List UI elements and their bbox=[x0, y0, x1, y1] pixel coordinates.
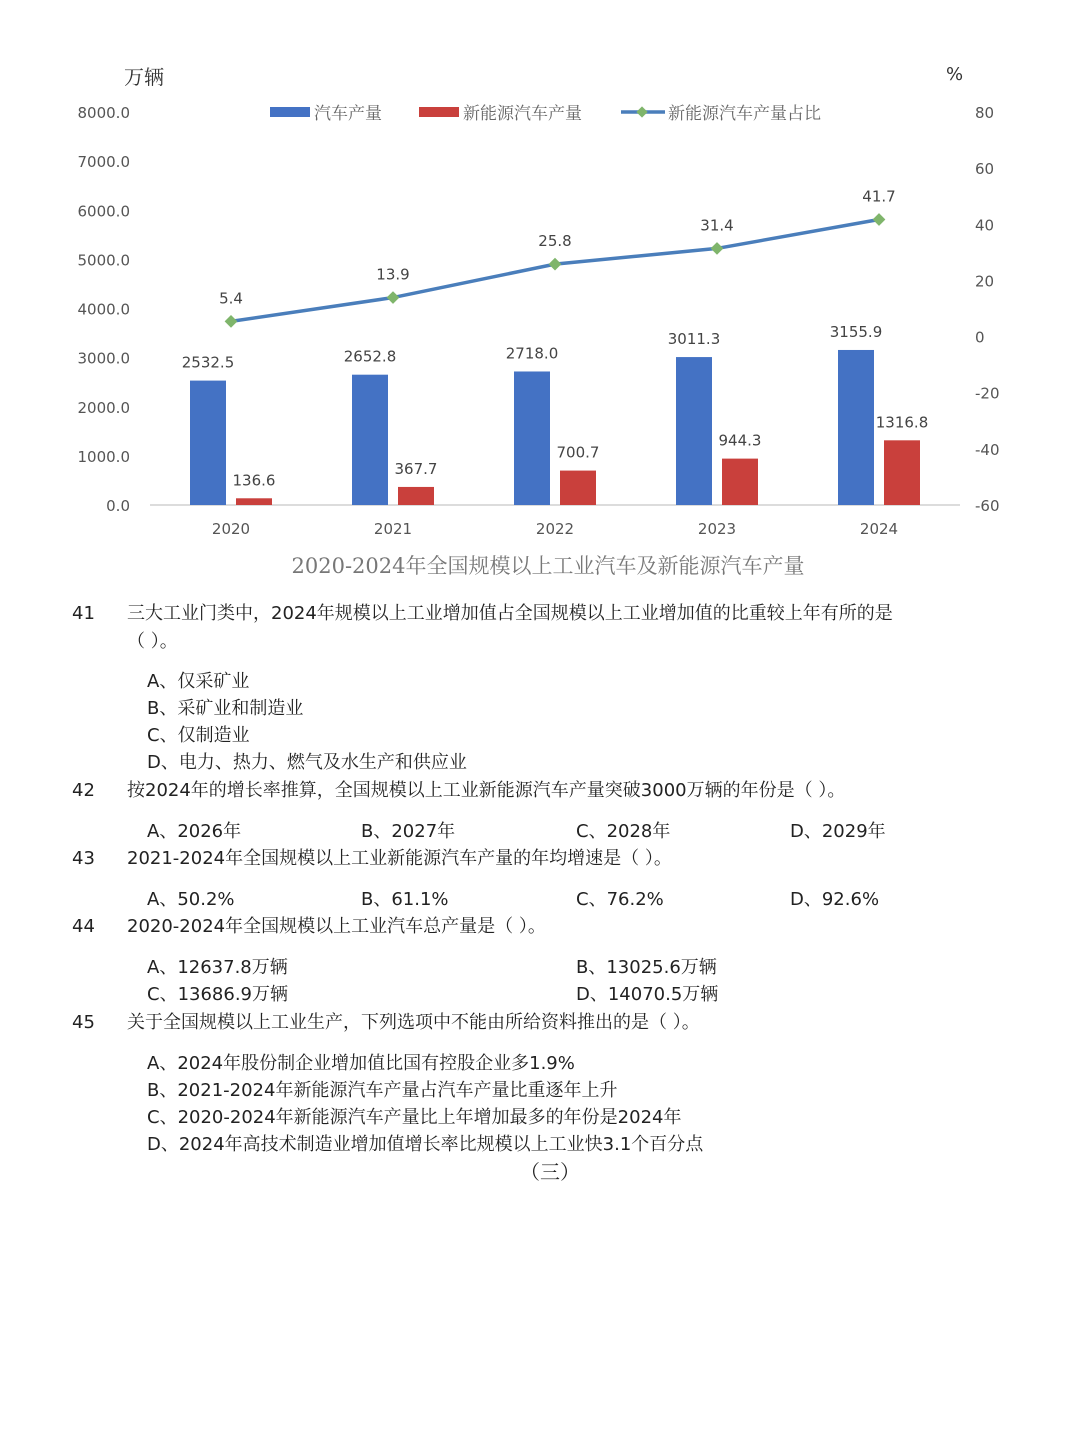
section-mark: （三） bbox=[520, 1160, 580, 1184]
y-tick-label: 7000.0 bbox=[77, 153, 130, 172]
question-41-option-d[interactable]: D、电力、热力、燃气及水生产和供应业 bbox=[147, 752, 467, 773]
y-tick-label: 4000.0 bbox=[77, 300, 130, 319]
car-production-label: 2718.0 bbox=[505, 344, 559, 363]
car-production-label: 3155.9 bbox=[829, 322, 883, 341]
y2-tick-label: -20 bbox=[975, 384, 1000, 403]
nev-production-bar bbox=[398, 487, 434, 505]
question-44-option-c[interactable]: C、13686.9万辆 bbox=[147, 984, 289, 1005]
y2-tick-label: -60 bbox=[975, 497, 1000, 515]
chart-title: 2020-2024年全国规模以上工业汽车及新能源汽车产量 bbox=[291, 554, 805, 578]
y-axis-unit-label: 万辆 bbox=[124, 65, 164, 89]
x-tick-label: 2022 bbox=[535, 520, 575, 538]
nev-share-label: 13.9 bbox=[376, 265, 410, 284]
x-tick-label: 2021 bbox=[373, 520, 413, 538]
car-production-bar bbox=[190, 381, 226, 505]
y-tick-label: 5000.0 bbox=[77, 251, 130, 270]
legend-swatch-car-production bbox=[270, 107, 310, 117]
y2-tick-label: 0 bbox=[975, 328, 985, 347]
nev-share-marker bbox=[711, 242, 724, 255]
question-41-number: 41 bbox=[72, 603, 95, 624]
nev-production-bar bbox=[884, 440, 920, 505]
question-44-text: 2020-2024年全国规模以上工业汽车总产量是（ ）。 bbox=[127, 916, 546, 937]
y-tick-label: 8000.0 bbox=[77, 104, 130, 122]
question-43-text: 2021-2024年全国规模以上工业新能源汽车产量的年均增速是（ ）。 bbox=[127, 848, 672, 869]
nev-production-bar bbox=[236, 498, 272, 505]
nev-production-label: 1316.8 bbox=[875, 413, 929, 432]
car-production-label: 2532.5 bbox=[181, 353, 235, 372]
question-41-text: 三大工业门类中，2024年规模以上工业增加值占全国规模以上工业增加值的比重较上年有所的是 bbox=[127, 603, 893, 624]
question-42-option-b[interactable]: B、2027年 bbox=[361, 821, 456, 842]
y2-tick-label: 20 bbox=[975, 272, 995, 291]
y-tick-label: 0.0 bbox=[106, 497, 130, 515]
question-41-option-b[interactable]: B、采矿业和制造业 bbox=[147, 698, 304, 719]
x-tick-label: 2023 bbox=[697, 520, 737, 538]
question-45-option-c[interactable]: C、2020-2024年新能源汽车产量比上年增加最多的年份是2024年 bbox=[147, 1107, 682, 1128]
question-42-option-c[interactable]: C、2028年 bbox=[576, 821, 671, 842]
y2-tick-label: 80 bbox=[975, 104, 995, 122]
y-tick-label: 2000.0 bbox=[77, 398, 130, 417]
car-production-bar bbox=[676, 357, 712, 505]
question-42-option-a[interactable]: A、2026年 bbox=[147, 821, 242, 842]
question-43-option-a[interactable]: A、50.2% bbox=[147, 889, 235, 910]
y2-tick-label: 60 bbox=[975, 160, 995, 179]
legend-label-nev-production: 新能源汽车产量 bbox=[463, 104, 582, 124]
question-42-number: 42 bbox=[72, 780, 95, 801]
nev-share-marker bbox=[225, 315, 238, 328]
question-44-option-d[interactable]: D、14070.5万辆 bbox=[576, 984, 719, 1005]
production-chart bbox=[0, 0, 1080, 590]
question-43-option-c[interactable]: C、76.2% bbox=[576, 889, 664, 910]
legend-swatch-nev-production bbox=[419, 107, 459, 117]
question-44-number: 44 bbox=[72, 916, 95, 937]
car-production-bar bbox=[838, 350, 874, 505]
car-production-label: 3011.3 bbox=[667, 330, 721, 349]
question-43-number: 43 bbox=[72, 848, 95, 869]
nev-share-marker bbox=[387, 291, 400, 304]
y-tick-label: 6000.0 bbox=[77, 202, 130, 221]
x-tick-label: 2024 bbox=[859, 520, 899, 538]
legend-label-car-production: 汽车产量 bbox=[314, 104, 382, 124]
legend-label-nev-share: 新能源汽车产量占比 bbox=[668, 104, 821, 124]
car-production-label: 2652.8 bbox=[343, 347, 397, 366]
nev-production-bar bbox=[560, 471, 596, 505]
y-tick-label: 1000.0 bbox=[77, 447, 130, 466]
nev-production-label: 700.7 bbox=[556, 443, 600, 462]
y2-axis-unit-label: % bbox=[946, 64, 964, 85]
y-tick-label: 3000.0 bbox=[77, 349, 130, 368]
question-43-option-b[interactable]: B、61.1% bbox=[361, 889, 449, 910]
nev-production-label: 136.6 bbox=[232, 471, 276, 490]
car-production-bar bbox=[514, 371, 550, 505]
question-43-option-d[interactable]: D、92.6% bbox=[790, 889, 880, 910]
nev-share-label: 31.4 bbox=[700, 216, 734, 235]
question-42-text: 按2024年的增长率推算，全国规模以上工业新能源汽车产量突破3000万辆的年份是（ ）。 bbox=[127, 780, 846, 801]
question-45-option-a[interactable]: A、2024年股份制企业增加值比国有控股企业多1.9% bbox=[147, 1053, 575, 1074]
question-44-option-b[interactable]: B、13025.6万辆 bbox=[576, 957, 717, 978]
nev-share-marker bbox=[549, 258, 562, 271]
nev-production-label: 367.7 bbox=[394, 459, 438, 478]
question-44-option-a[interactable]: A、12637.8万辆 bbox=[147, 957, 288, 978]
nev-share-marker bbox=[873, 213, 886, 226]
car-production-bar bbox=[352, 375, 388, 505]
question-45-option-d[interactable]: D、2024年高技术制造业增加值增长率比规模以上工业快3.1个百分点 bbox=[147, 1134, 704, 1155]
question-42-option-d[interactable]: D、2029年 bbox=[790, 821, 886, 842]
nev-share-label: 5.4 bbox=[219, 289, 243, 308]
legend-marker-nev-share bbox=[636, 106, 647, 117]
x-tick-label: 2020 bbox=[211, 520, 251, 538]
nev-production-label: 944.3 bbox=[718, 431, 762, 450]
nev-share-label: 25.8 bbox=[538, 232, 572, 251]
question-41-blank: （ ）。 bbox=[127, 631, 178, 652]
question-41-option-a[interactable]: A、仅采矿业 bbox=[147, 671, 250, 692]
question-45-number: 45 bbox=[72, 1012, 95, 1033]
y2-tick-label: -40 bbox=[975, 440, 1000, 459]
nev-share-label: 41.7 bbox=[862, 187, 896, 206]
nev-production-bar bbox=[722, 459, 758, 505]
question-45-option-b[interactable]: B、2021-2024年新能源汽车产量占汽车产量比重逐年上升 bbox=[147, 1080, 618, 1101]
question-41-option-c[interactable]: C、仅制造业 bbox=[147, 725, 250, 746]
question-45-text: 关于全国规模以上工业生产，下列选项中不能由所给资料推出的是（ ）。 bbox=[127, 1012, 700, 1033]
y2-tick-label: 40 bbox=[975, 216, 995, 235]
